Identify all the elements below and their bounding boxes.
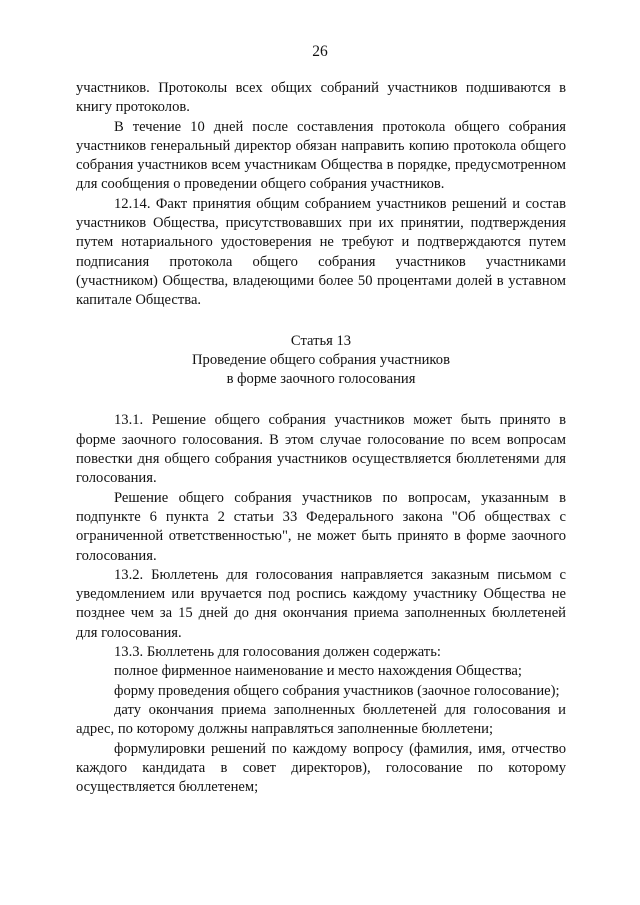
paragraph-protocol-copy: В течение 10 дней после составления протокола общего собрания участников генеральный директор обязан направить копию протокола общего собрания участников всем участникам Общества в порядке, предусмотренном для сообщения о проведении общего собрания участников. xyxy=(76,118,566,193)
article-title: Статья 13 xyxy=(290,332,352,349)
article-heading xyxy=(76,332,566,390)
article-subtitle-line-1: Проведение общего собрания участников xyxy=(192,351,450,368)
article-subtitle-line-2: в форме заочного голосования xyxy=(226,371,416,388)
list-item-deadline-address: дату окончания приема заполненных бюллетеней для голосования и адрес, по которому должны направляться заполненные бюллетени; xyxy=(76,701,566,738)
paragraph-13-1: 13.1. Решение общего собрания участников может быть принято в форме заочного голосования. В этом случае голосование по всем вопросам повестки дня общего собрания участников осуществляется бюллетенями для голосования. xyxy=(76,412,566,487)
list-item-meeting-form: форму проведения общего собрания участников (заочное голосование); xyxy=(114,682,560,699)
list-item-decision-wording: формулировки решений по каждому вопросу (фамилия, имя, отчество каждого кандидата в совет директоров), голосование по которому осуществляется бюллетенем; xyxy=(76,740,566,796)
page-number: 26 xyxy=(312,43,328,60)
document-body xyxy=(76,79,566,797)
paragraph-continuation: участников. Протоколы всех общих собраний участников подшиваются в книгу протоколов. xyxy=(76,80,566,116)
paragraph-13-2: 13.2. Бюллетень для голосования направляется заказным письмом с уведомлением или вручается под роспись каждому участнику Общества не позднее чем за 15 дней до дня окончания приема заполненных бюллетеней для голосования. xyxy=(76,566,566,641)
paragraph-13-3: 13.3. Бюллетень для голосования должен содержать: xyxy=(114,644,441,661)
paragraph-12-14: 12.14. Факт принятия общим собранием участников решений и состав участников Общества, присутствовавших при их принятии, подтверждения путем нотариального удостоверения не требуют и подтверждаются путем подписания протокола общего собрания участников участниками (участником) Общества, владеющими более 50 процентами долей в уставном капитале Общества. xyxy=(76,195,566,309)
list-item-company-name: полное фирменное наименование и место нахождения Общества; xyxy=(114,663,522,680)
paragraph-13-1-restriction: Решение общего собрания участников по вопросам, указанным в подпункте 6 пункта 2 статьи 33 Федерального закона "Об обществах с ограниченной ответственностью", не может быть принято в форме заочного голосования. xyxy=(76,489,566,564)
